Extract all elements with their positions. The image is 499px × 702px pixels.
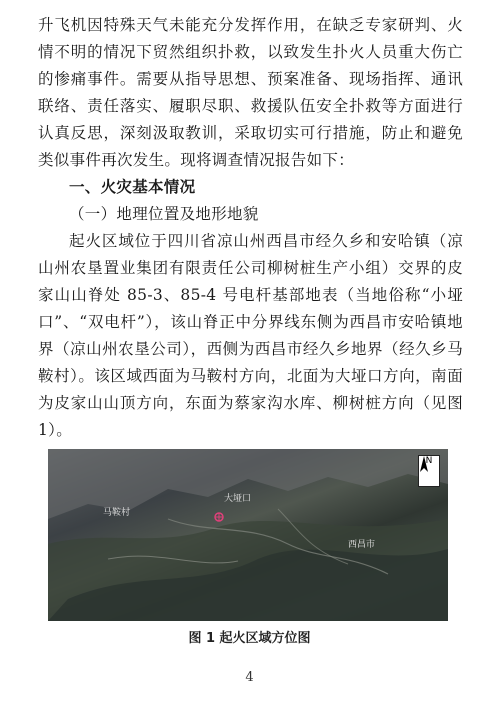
location-map-figure bbox=[48, 449, 448, 621]
north-arrow-icon bbox=[418, 455, 440, 487]
figure-caption: 图 1 起火区域方位图 bbox=[188, 631, 311, 646]
map-label-dayakou: 大垭口 bbox=[224, 494, 252, 504]
north-label: N bbox=[425, 456, 433, 466]
body-paragraph: 起火区域位于四川省凉山州西昌市经久乡和安哈镇（凉山州农垦置业集团有限责任公司柳树桩生产小组）交界的皮家山山脊处 85-3、85-4 号电杆基部地表（当地俗称“小垭口”、“双电杆”），该山脊正中分界线东侧为西昌市安哈镇地界（凉山州农垦公司），西侧为西昌市经久乡地界（经久乡马鞍村）。该区域西面为马鞍村方向，北面为大垭口方向，南面为皮家山山顶方向，东面为蔡家沟水库、柳树桩方向（见图 1）。 bbox=[38, 232, 463, 439]
intro-paragraph: 升飞机因特殊天气未能充分发挥作用，在缺乏专家研判、火情不明的情况下贸然组织扑救，以致发生扑火人员重大伤亡的惨痛事件。需要从指导思想、预案准备、现场指挥、通讯联络、责任落实、履职尽职、救援队伍安全扑救等方面进行认真反思，深刻汲取教训，采取切实可行措施，防止和避免类似事件再次发生。现将调查情况报告如下： bbox=[38, 16, 463, 169]
page-number: 4 bbox=[245, 670, 254, 685]
map-label-xichang: 西昌市 bbox=[348, 540, 376, 550]
text-block bbox=[38, 12, 463, 444]
terrain-illustration bbox=[48, 449, 448, 621]
subsection-heading: （一）地理位置及地形地貌 bbox=[69, 205, 259, 223]
map-label-maan: 马鞍村 bbox=[103, 508, 131, 518]
section-heading: 一、火灾基本情况 bbox=[69, 178, 196, 196]
